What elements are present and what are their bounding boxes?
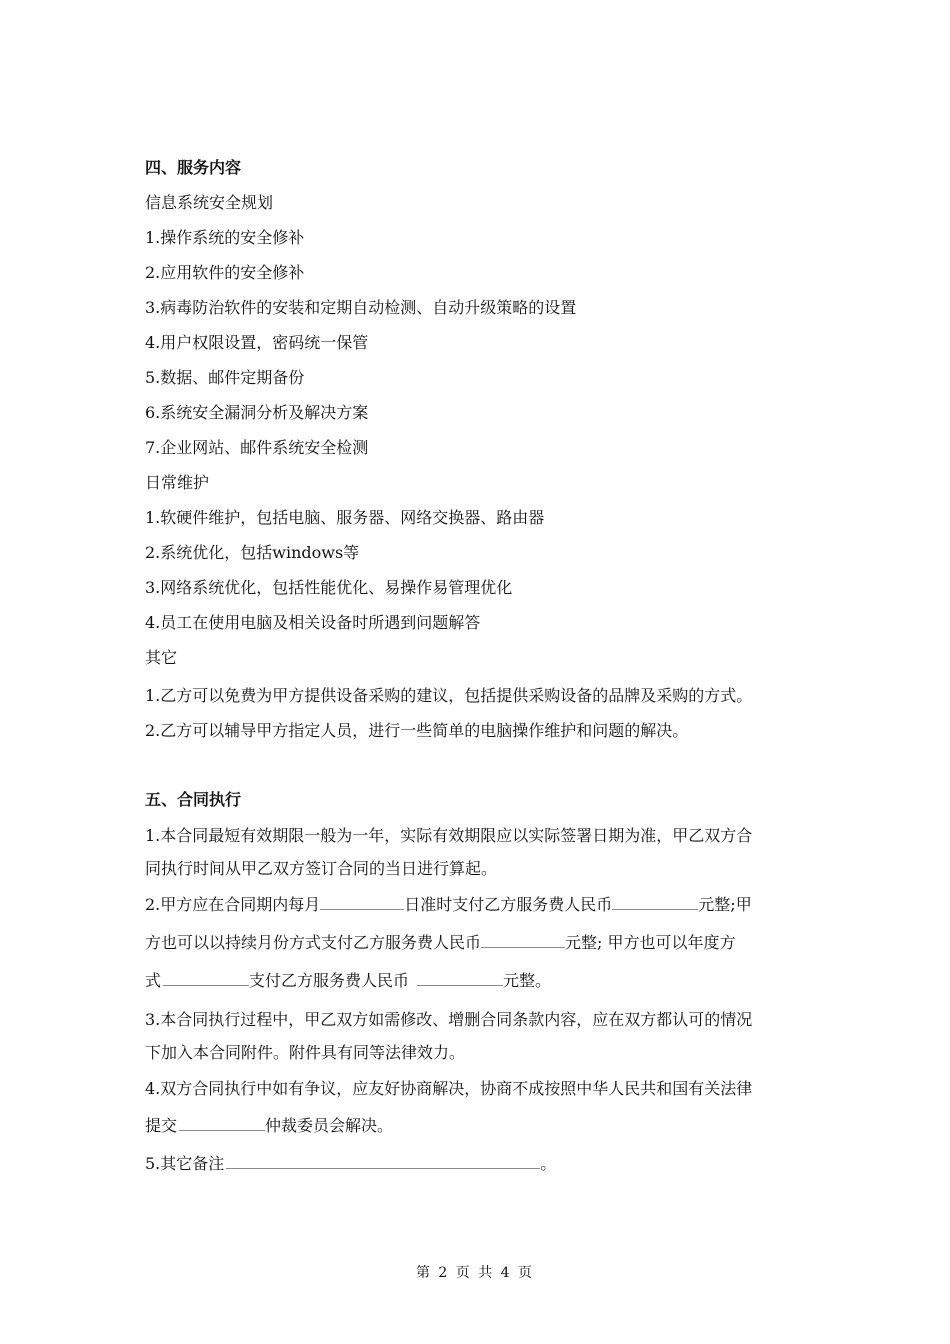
- paragraph-line: [145, 933, 736, 953]
- paragraph-line: [145, 1116, 393, 1136]
- clause-text: 方也可以以持续月份方式支付乙方服务费人民币: [145, 933, 482, 952]
- list-item: 2.系统优化，包括windows等: [145, 543, 360, 562]
- paragraph-line: 4.双方合同执行中如有争议，应友好协商解决，协商不成按照中华人民共和国有关法律: [145, 1079, 753, 1098]
- clause-text: 5.其它备注: [145, 1154, 225, 1173]
- list-item: 5.数据、邮件定期备份: [145, 368, 305, 387]
- blank-field-arbitration[interactable]: [179, 1116, 265, 1131]
- subheading-other: 其它: [145, 648, 178, 667]
- clause-text: 提交: [145, 1116, 178, 1135]
- paragraph-line: [145, 895, 752, 915]
- blank-field-continuous-amount[interactable]: [481, 933, 565, 948]
- clause-text: 日准时支付乙方服务费人民币: [404, 895, 613, 914]
- paragraph-line: [145, 1154, 556, 1174]
- list-item: 1.操作系统的安全修补: [145, 228, 305, 247]
- blank-field-monthly-day[interactable]: [320, 895, 404, 910]
- paragraph-line: 3.本合同执行过程中，甲乙双方如需修改、增删合同条款内容，应在双方都认可的情况: [145, 1010, 753, 1029]
- subheading-daily-maintenance: 日常维护: [145, 473, 210, 492]
- list-item: 7.企业网站、邮件系统安全检测: [145, 438, 369, 457]
- clause-text: 式: [145, 971, 162, 990]
- list-item: 3.病毒防治软件的安装和定期自动检测、自动升级策略的设置: [145, 298, 577, 317]
- clause-text: 仲裁委员会解决。: [265, 1116, 394, 1135]
- paragraph-line: [145, 971, 551, 991]
- list-item: 6.系统安全漏洞分析及解决方案: [145, 403, 369, 422]
- list-item: 4.员工在使用电脑及相关设备时所遇到问题解答: [145, 613, 481, 632]
- blank-field-remarks[interactable]: [226, 1154, 540, 1169]
- clause-text: 。: [540, 1154, 557, 1173]
- list-item: 3.网络系统优化，包括性能优化、易操作易管理优化: [145, 578, 513, 597]
- section-heading-service-content: 四、服务内容: [145, 158, 242, 177]
- list-item: 2.应用软件的安全修补: [145, 263, 305, 282]
- clause-text: 2.甲方应在合同期内每月: [145, 895, 321, 914]
- paragraph-line: 同执行时间从甲乙双方签订合同的当日进行算起。: [145, 859, 498, 878]
- section-heading-contract-execution: 五、合同执行: [145, 790, 242, 809]
- subheading-security-planning: 信息系统安全规划: [145, 193, 274, 212]
- blank-field-annual-amount[interactable]: [417, 971, 503, 986]
- blank-field-annual-method[interactable]: [163, 971, 249, 986]
- clause-text: 元整; 甲方也可以年度方: [565, 933, 736, 952]
- list-item: 1.软硬件维护，包括电脑、服务器、网络交换器、路由器: [145, 508, 545, 527]
- paragraph-line: 1.本合同最短有效期限一般为一年，实际有效期限应以实际签署日期为准，甲乙双方合: [145, 826, 753, 845]
- clause-text: 支付乙方服务费人民币: [249, 971, 410, 990]
- page-footer: 第 2 页 共 4 页: [415, 1265, 535, 1281]
- blank-field-monthly-amount[interactable]: [612, 895, 698, 910]
- paragraph-line: 下加入本合同附件。附件具有同等法律效力。: [145, 1043, 466, 1062]
- list-item: 2.乙方可以辅导甲方指定人员，进行一些简单的电脑操作维护和问题的解决。: [145, 721, 689, 740]
- list-item: 1.乙方可以免费为甲方提供设备采购的建议，包括提供采购设备的品牌及采购的方式。: [145, 686, 753, 705]
- list-item: 4.用户权限设置，密码统一保管: [145, 333, 369, 352]
- clause-text: 元整。: [503, 971, 552, 990]
- clause-text: 元整;甲: [698, 895, 752, 914]
